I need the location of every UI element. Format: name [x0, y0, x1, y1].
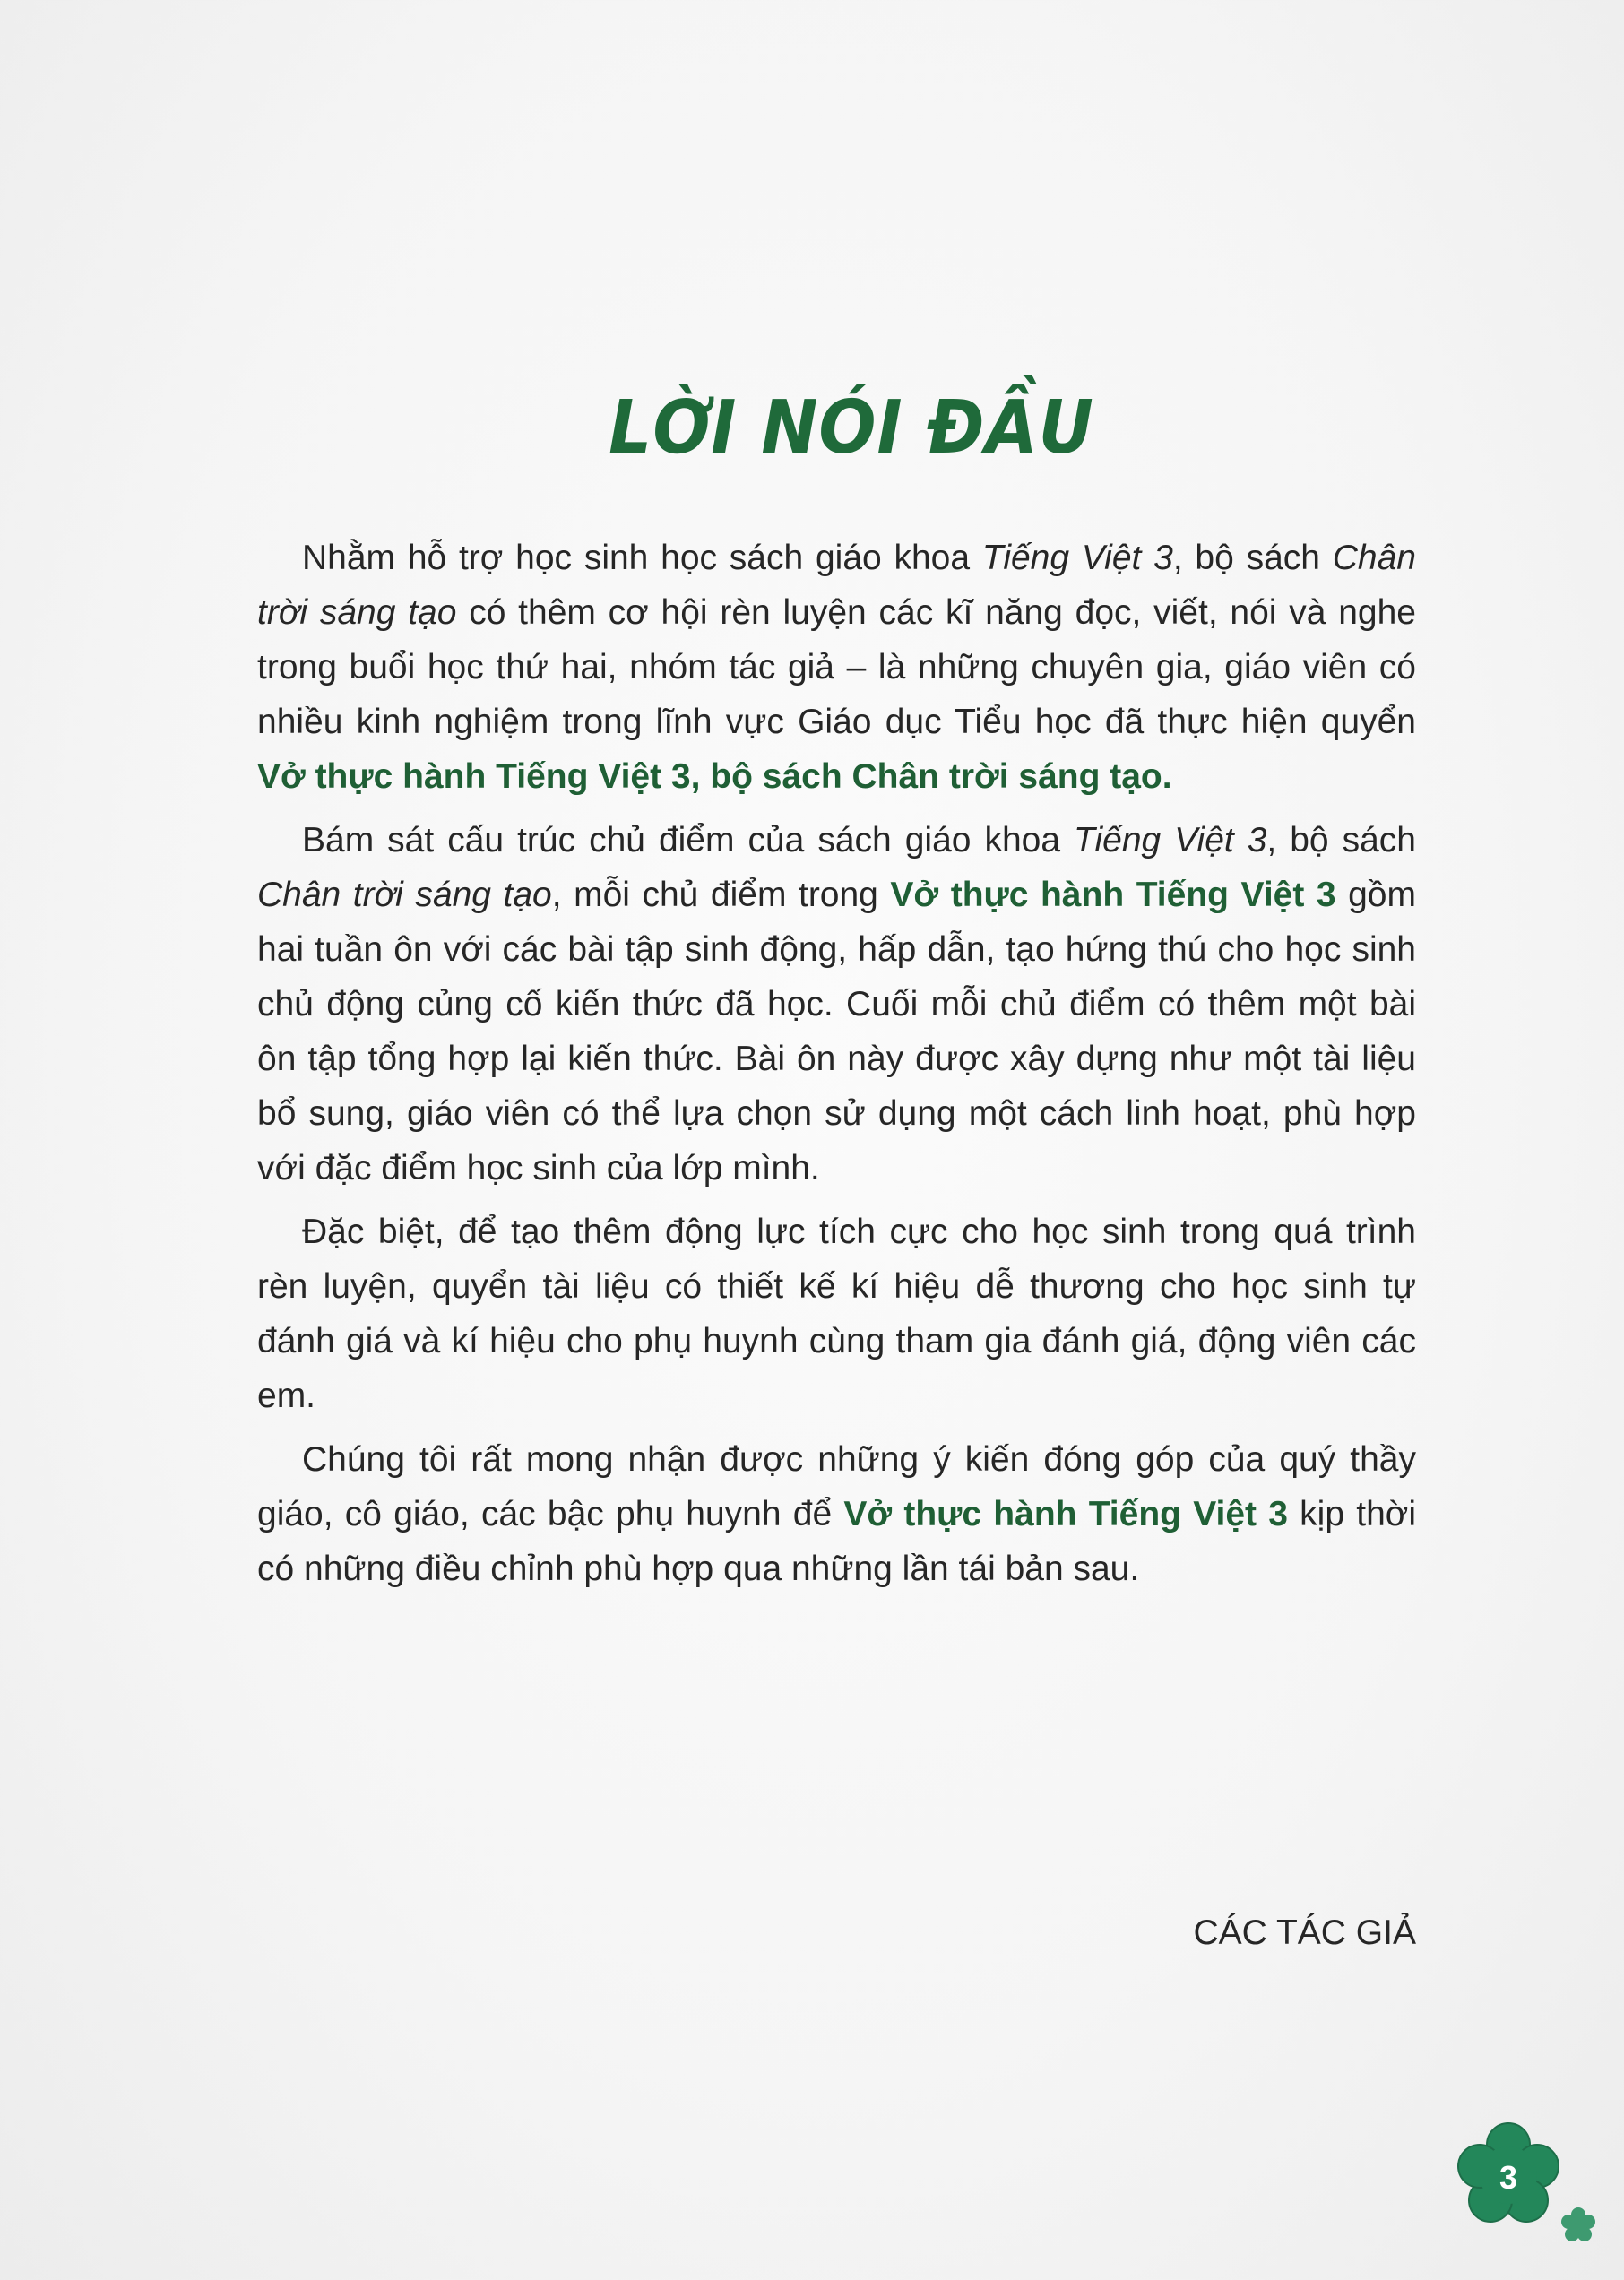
paragraph	[257, 1205, 1416, 1423]
text-segment: Chúng tôi rất mong nhận được những ý kiến đóng góp của quý thầy giáo, cô giáo, các bậc phụ huynh để	[257, 1440, 1416, 1533]
paragraph	[257, 813, 1416, 1196]
paragraph	[257, 1432, 1416, 1596]
signature: CÁC TÁC GIẢ	[1193, 1913, 1416, 1952]
text-segment: , mỗi chủ điểm trong	[551, 876, 891, 914]
preface-body	[257, 531, 1416, 1605]
text-segment: có thêm cơ hội rèn luyện các kĩ năng đọc, viết, nói và nghe trong buổi học thứ hai, nhóm tác giả – là những chuyên gia, giáo viên có nhiều kinh nghiệm trong lĩnh vực Giáo dục Tiểu học đã thực hiện quyển	[257, 593, 1416, 741]
italic-text: Chân trời sáng tạo	[257, 539, 1416, 632]
italic-text: Tiếng Việt 3	[1074, 821, 1267, 859]
page-number: 3	[1499, 2159, 1518, 2196]
book-title-emphasis: Vở thực hành Tiếng Việt 3	[890, 876, 1336, 914]
text-segment: , bộ sách	[1172, 539, 1333, 577]
italic-text: Tiếng Việt 3	[981, 539, 1173, 577]
text-segment: gồm hai tuần ôn với các bài tập sinh động, hấp dẫn, tạo hứng thú cho học sinh chủ động củng cố kiến thức đã học. Cuối mỗi chủ điểm có thêm một bài ôn tập tổng hợp lại kiến thức. Bài ôn này được xây dựng như một tài liệu bổ sung, giáo viên có thể lựa chọn sử dụng một cách linh hoạt, phù hợp với đặc điểm học sinh của lớp mình.	[257, 876, 1416, 1188]
book-title-emphasis: Vở thực hành Tiếng Việt 3, bộ sách Chân trời sáng tạo.	[257, 757, 1172, 796]
small-flower-icon	[1558, 2205, 1599, 2246]
text-segment: Bám sát cấu trúc chủ điểm của sách giáo khoa	[302, 821, 1075, 859]
page-number-badge	[1450, 2117, 1567, 2233]
text-segment: , bộ sách	[1266, 821, 1416, 859]
paragraph	[257, 531, 1416, 804]
text-segment: Nhằm hỗ trợ học sinh học sách giáo khoa	[302, 539, 982, 577]
text-segment: kịp thời có những điều chỉnh phù hợp qua những lần tái bản sau.	[257, 1495, 1416, 1588]
page-title: LỜI NÓI ĐẦU	[609, 385, 1094, 471]
text-segment: Đặc biệt, để tạo thêm động lực tích cực cho học sinh trong quá trình rèn luyện, quyển tài liệu có thiết kế kí hiệu dễ thương cho học sinh tự đánh giá và kí hiệu cho phụ huynh cùng tham gia đánh giá, động viên các em.	[257, 1213, 1416, 1415]
italic-text: Chân trời sáng tạo	[257, 876, 552, 914]
book-title-emphasis: Vở thực hành Tiếng Việt 3	[843, 1495, 1288, 1533]
